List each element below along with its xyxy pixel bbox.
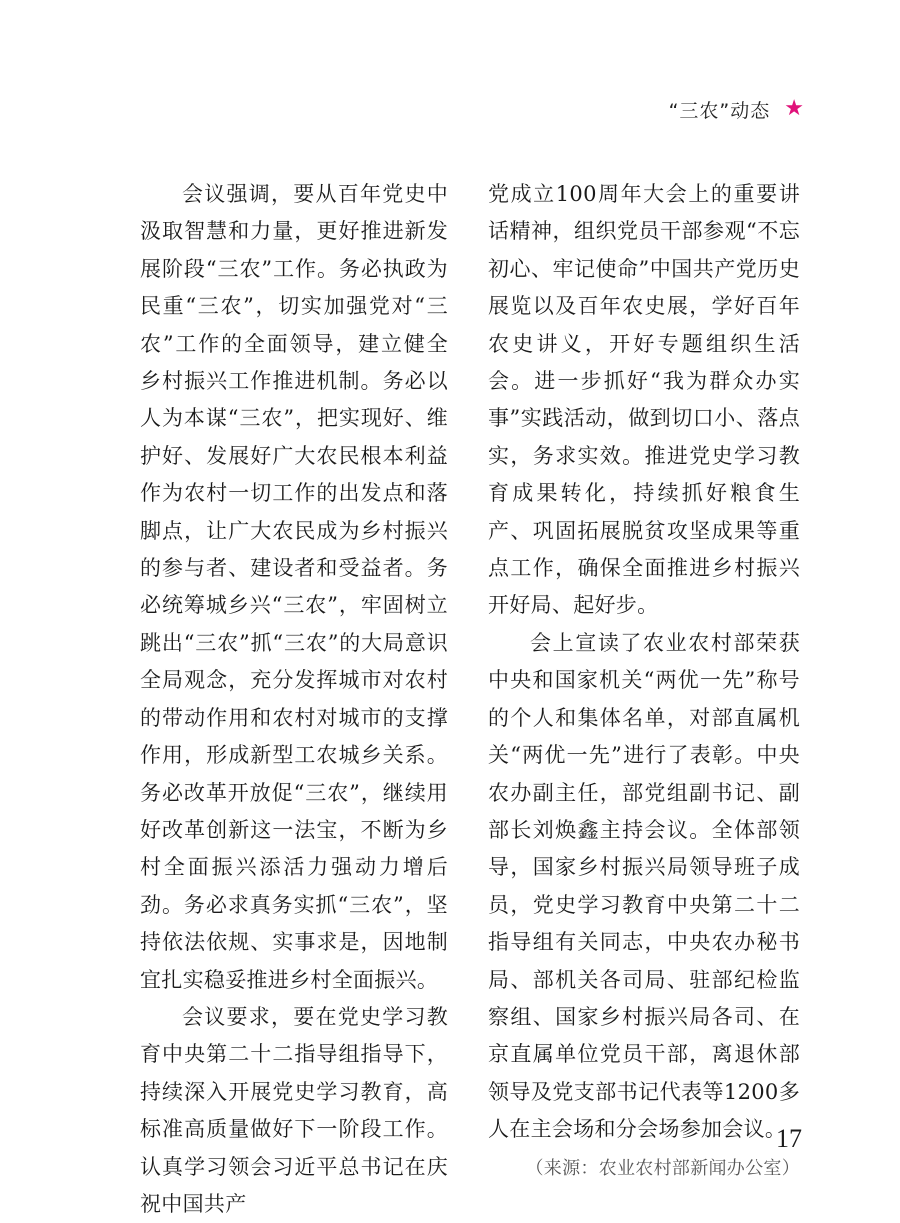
- section-title: “三农”动态: [668, 99, 771, 122]
- right-column: [488, 176, 800, 1187]
- paragraph-meeting-requirements: 会议要求，要在党史学习教育中央第二十二指导组指导下，持续深入开展党史学习教育，高标准高质量做好下一阶段工作。认真学习领会习近平总书记在庆祝中国共产: [140, 1004, 448, 1216]
- star-icon: ★: [784, 96, 804, 121]
- source-attribution: （来源：农业农村部新闻办公室）: [525, 1157, 800, 1179]
- paragraph-continuation: 党成立100周年大会上的重要讲话精神，组织党员干部参观“不忘初心、牢记使命”中国共产党历史展览以及百年农史展，学好百年农史讲义，开好专题组织生活会。进一步抓好“我为群众办实事”实践活动，做到切口小、落点实，务求实效。推进党史学习教育成果转化，持续抓好粮食生产、巩固拓展脱贫攻坚成果等重点工作，确保全面推进乡村振兴开好局、起好步。: [488, 182, 800, 618]
- running-header: [669, 94, 804, 124]
- page-number: 17: [776, 1124, 802, 1153]
- paragraph-commendation: 会上宣读了农业农村部荣获中央和国家机关“两优一先”称号的个人和集体名单，对部直属机关“两优一先”进行了表彰。中央农办副主任，部党组副书记、副部长刘焕鑫主持会议。全体部领导，国家乡村振兴局领导班子成员，党史学习教育中央第二十二指导组有关同志，中央农办秘书局、部机关各司局、驻部纪检监察组、国家乡村振兴局各司、在京直属单位党员干部，离退休部领导及党支部书记代表等1200多人在主会场和分会场参加会议。: [488, 630, 800, 1142]
- left-column: [140, 176, 448, 1223]
- paragraph-meeting-emphasis: 会议强调，要从百年党史中汲取智慧和力量，更好推进新发展阶段“三农”工作。务必执政为民重“三农”，切实加强党对“三农”工作的全面领导，建立健全乡村振兴工作推进机制。务必以人为本谋“三农”，把实现好、维护好、发展好广大农民根本利益作为农村一切工作的出发点和落脚点，让广大农民成为乡村振兴的参与者、建设者和受益者。务必统筹城乡兴“三农”，牢固树立跳出“三农”抓“三农”的大局意识全局观念，充分发挥城市对农村的带动作用和农村对城市的支撑作用，形成新型工农城乡关系。务必改革开放促“三农”，继续用好改革创新这一法宝，不断为乡村全面振兴添活力强动力增后劲。务必求真务实抓“三农”，坚持依法依规、实事求是，因地制宜扎实稳妥推进乡村全面振兴。: [140, 182, 448, 992]
